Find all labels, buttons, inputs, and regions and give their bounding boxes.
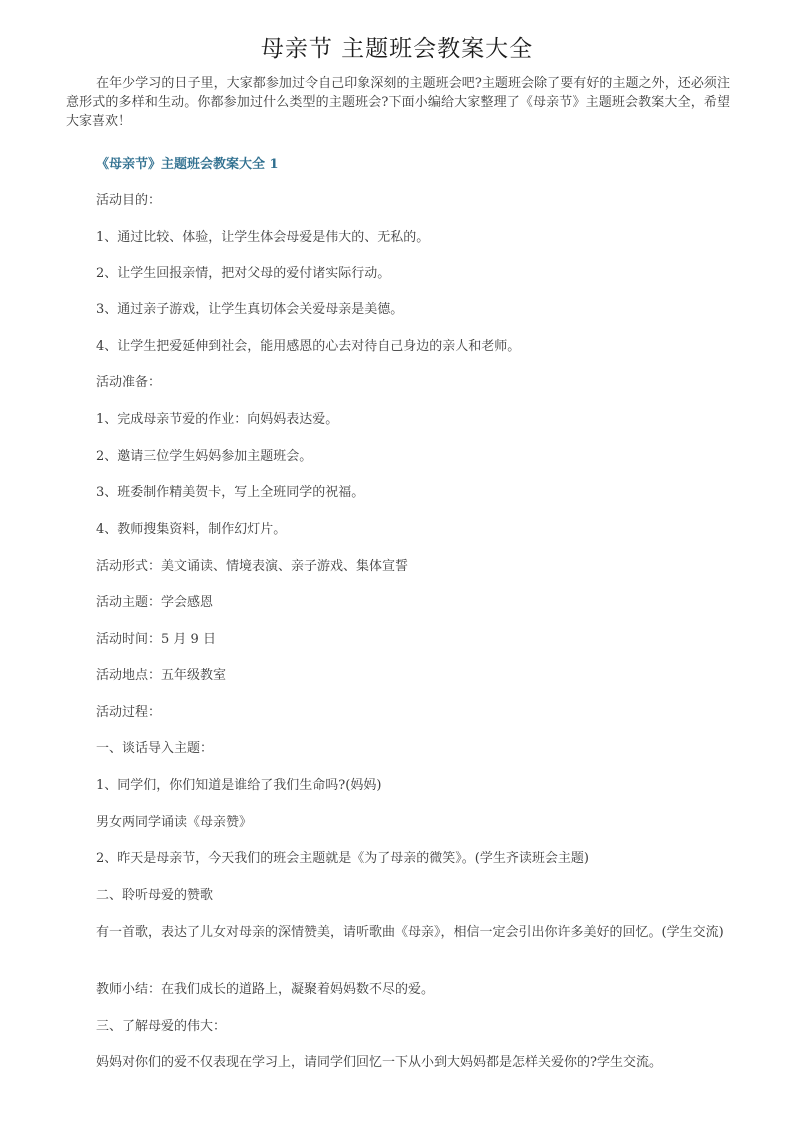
- activity-time: 活动时间：5 月 9 日: [96, 632, 216, 647]
- activity-prep-heading: 活动准备：: [96, 375, 162, 390]
- purpose-item-2: 2、让学生回报亲情，把对父母的爱付诸实际行动。: [96, 266, 391, 281]
- purpose-item-4: 4、让学生把爱延伸到社会，能用感恩的心去对待自己身边的亲人和老师。: [96, 339, 521, 354]
- step-one-item-1: 1、同学们，你们知道是谁给了我们生命吗?(妈妈): [96, 778, 382, 793]
- step-three-heading: 三、了解母爱的伟大：: [96, 1019, 227, 1034]
- activity-place: 活动地点：五年级教室: [96, 668, 227, 683]
- activity-process-heading: 活动过程：: [96, 705, 162, 720]
- document-title: 母亲节 主题班会教案大全: [260, 36, 534, 62]
- intro-paragraph: 在年少学习的日子里，大家都参加过令自己印象深刻的主题班会吧?主题班会除了要有好的主题之外，还必须注意形式的多样和生动。你都参加过什么类型的主题班会?下面小编给大家整理了《母亲节》主题班会教案大全，希望大家喜欢！: [66, 76, 730, 129]
- step-one-item-2: 2、昨天是母亲节，今天我们的班会主题就是《为了母亲的微笑》。(学生齐读班会主题): [96, 851, 589, 866]
- section-title: 《母亲节》主题班会教案大全 1: [96, 157, 279, 172]
- prep-item-1: 1、完成母亲节爱的作业：向妈妈表达爱。: [96, 412, 339, 427]
- activity-form: 活动形式：美文诵读、情境表演、亲子游戏、集体宣誓: [96, 559, 409, 574]
- purpose-item-3: 3、通过亲子游戏，让学生真切体会关爱母亲是美德。: [96, 302, 404, 317]
- purpose-item-1: 1、通过比较、体验，让学生体会母爱是伟大的、无私的。: [96, 230, 430, 245]
- activity-purpose-heading: 活动目的：: [96, 193, 162, 208]
- step-two-heading: 二、聆听母爱的赞歌: [96, 888, 214, 903]
- prep-item-2: 2、邀请三位学生妈妈参加主题班会。: [96, 449, 313, 464]
- song-paragraph: 有一首歌，表达了儿女对母亲的深情赞美，请听歌曲《母亲》，相信一定会引出你许多美好的回忆。(学生交流): [96, 925, 724, 940]
- last-paragraph: 妈妈对你们的爱不仅表现在学习上，请同学们回忆一下从小到大妈妈都是怎样关爱你的?学生交流。: [96, 1055, 662, 1070]
- teacher-summary: 教师小结：在我们成长的道路上，凝聚着妈妈数不尽的爱。: [96, 982, 435, 997]
- step-one-heading: 一、谈话导入主题：: [96, 741, 214, 756]
- prep-item-4: 4、教师搜集资料，制作幻灯片。: [96, 522, 287, 537]
- prep-item-3: 3、班委制作精美贺卡，写上全班同学的祝福。: [96, 485, 365, 500]
- step-one-recital: 男女两同学诵读《母亲赞》: [96, 815, 253, 830]
- activity-theme: 活动主题：学会感恩: [96, 595, 214, 610]
